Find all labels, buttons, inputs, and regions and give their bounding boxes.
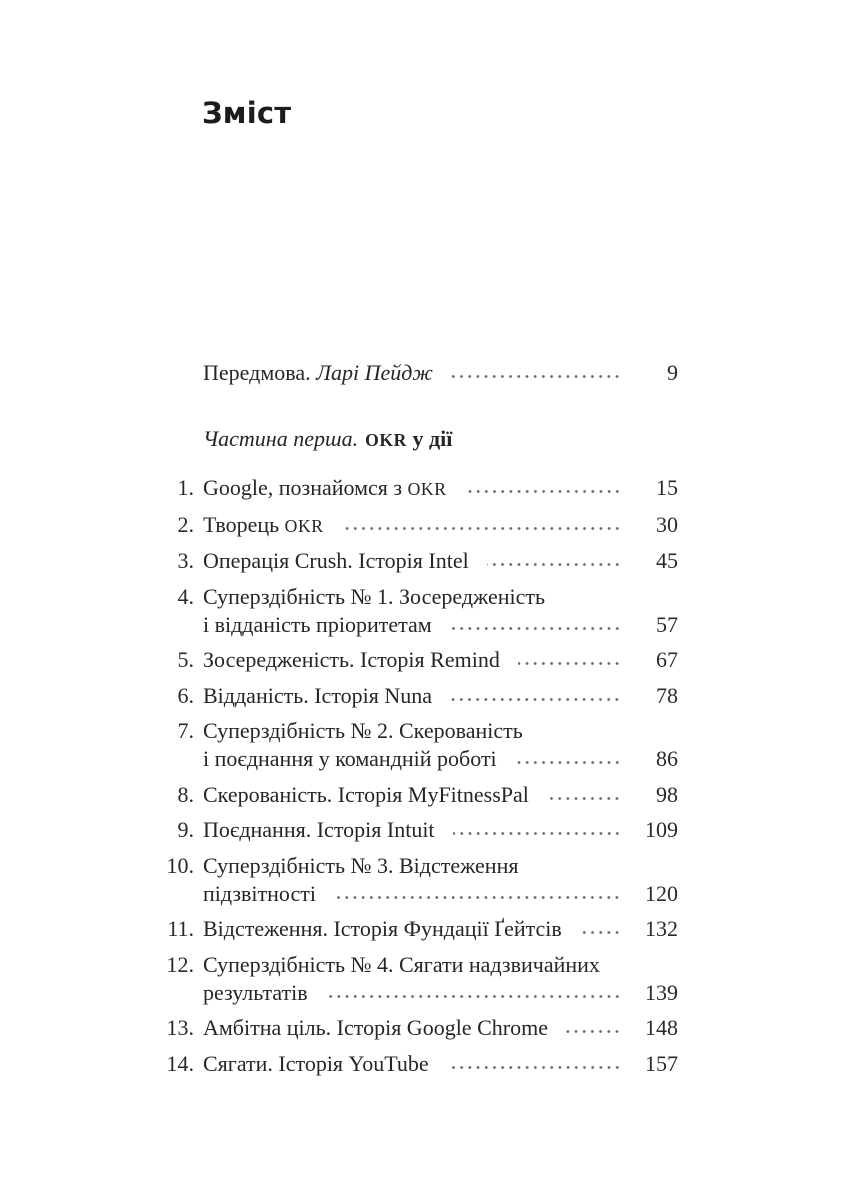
- page-number: 132: [645, 916, 678, 941]
- dotted-leader: [451, 359, 622, 387]
- toc-entry: [177, 474, 678, 503]
- toc-entry-title: результатів: [203, 979, 308, 1005]
- toc-line: [203, 915, 678, 943]
- toc-entry-title: Поєднання. Історія Intuit: [203, 817, 435, 842]
- page-number: 109: [645, 817, 678, 842]
- toc-line: [203, 951, 678, 979]
- toc-line: [203, 880, 678, 908]
- preface-author: Ларі Пейдж: [316, 360, 433, 385]
- toc-line: [203, 781, 678, 809]
- toc-entry: [166, 1014, 678, 1042]
- toc-entry-title: Зосередженість. Історія Remind: [203, 647, 500, 672]
- toc-entry-title: Амбітна ціль. Історія Google Chrome: [203, 1015, 548, 1040]
- toc-entry: [166, 951, 678, 1007]
- toc-entry-title: Творець OKR: [203, 511, 324, 537]
- toc-entry-title: Суперздібність № 2. Скерованість: [203, 718, 523, 743]
- dotted-leader: [547, 781, 622, 809]
- toc-entry: [177, 547, 678, 575]
- toc-line: [203, 852, 678, 880]
- toc-part-heading: [203, 425, 678, 454]
- toc-preface-row: [203, 359, 678, 387]
- toc-line: [203, 745, 678, 773]
- page-number: 78: [656, 682, 678, 708]
- toc-line: [203, 682, 678, 710]
- dotted-leader: [515, 745, 622, 773]
- toc-entries: [0, 474, 849, 1078]
- toc-entry-number: 7.: [177, 718, 194, 743]
- toc-entry-number: 11.: [167, 916, 194, 941]
- toc-entry: [166, 1050, 678, 1078]
- page-number: 120: [645, 880, 678, 906]
- toc-line: [203, 474, 678, 503]
- page-number: 30: [656, 511, 678, 537]
- toc-entry-number: 2.: [177, 511, 194, 537]
- dotted-leader: [450, 682, 622, 710]
- dotted-leader: [450, 611, 622, 639]
- page-number: 45: [656, 548, 678, 573]
- part-heading-bold: OKR у дії: [365, 426, 453, 451]
- toc-entry-number: 9.: [177, 817, 194, 842]
- toc-entry: [167, 915, 678, 943]
- toc-line: [203, 717, 678, 745]
- toc-line: [203, 511, 678, 540]
- page-number: 9: [667, 360, 678, 385]
- toc-entry-title: Google, познайомся з OKR: [203, 475, 447, 500]
- toc-entry-title: Сягати. Історія YouTube: [203, 1050, 429, 1076]
- dotted-leader: [518, 646, 622, 674]
- toc-entry-title: Відстеження. Історія Фундації Ґейтсів: [203, 916, 562, 941]
- toc-entry: [177, 781, 678, 809]
- dotted-leader: [453, 816, 622, 844]
- page-number: 157: [645, 1050, 678, 1076]
- toc-entry-title: Скерованість. Історія MyFitnessPal: [203, 781, 529, 807]
- toc-entry-title: Відданість. Історія Nuna: [203, 682, 433, 708]
- toc-entry: [166, 852, 678, 908]
- page-number: 139: [645, 979, 678, 1005]
- dotted-leader: [566, 1014, 622, 1042]
- dotted-leader: [342, 511, 622, 540]
- toc-entry-number: 14.: [166, 1050, 194, 1076]
- toc-line: [203, 816, 678, 844]
- toc-entry-number: 13.: [166, 1015, 194, 1040]
- page-number: 148: [645, 1015, 678, 1040]
- toc-entry-number: 5.: [177, 647, 194, 672]
- toc-line: [203, 547, 678, 575]
- toc-entry-title: Суперздібність № 3. Відстеження: [203, 852, 519, 878]
- page-number: 98: [656, 781, 678, 807]
- toc-entry: [177, 511, 678, 540]
- toc-line: [203, 979, 678, 1007]
- toc-entry: [177, 646, 678, 674]
- table-of-contents: [0, 359, 849, 1085]
- toc-entry-number: 8.: [177, 781, 194, 807]
- toc-entry: [177, 583, 678, 639]
- toc-entry-number: 4.: [177, 583, 194, 609]
- preface-text: [203, 359, 433, 387]
- page-title: Зміст: [202, 96, 292, 130]
- toc-entry-title: Суперздібність № 4. Сягати надзвичайних: [203, 951, 600, 977]
- toc-line: [203, 1050, 678, 1078]
- page-number: 57: [656, 611, 678, 637]
- okr-smallcaps: OKR: [365, 430, 407, 450]
- toc-entry: [177, 682, 678, 710]
- dotted-leader: [487, 547, 622, 575]
- preface-label: Передмова.: [203, 360, 311, 385]
- okr-smallcaps: OKR: [407, 479, 447, 499]
- toc-entry-title: підзвітності: [203, 880, 316, 906]
- page-number: 86: [656, 746, 678, 771]
- part-heading-italic: Частина перша.: [203, 426, 359, 451]
- toc-line: [203, 611, 678, 639]
- toc-entry-title: Операція Crush. Історія Intel: [203, 548, 469, 573]
- toc-entry-number: 12.: [166, 951, 194, 977]
- toc-entry-number: 6.: [177, 682, 194, 708]
- toc-entry: [177, 816, 678, 844]
- dotted-leader: [326, 979, 622, 1007]
- toc-line: [203, 646, 678, 674]
- toc-entry-number: 1.: [177, 475, 194, 500]
- dotted-leader: [447, 1050, 622, 1078]
- toc-line: [203, 359, 678, 387]
- dotted-leader: [465, 474, 622, 503]
- dotted-leader: [580, 915, 622, 943]
- page-number: 15: [656, 475, 678, 500]
- okr-smallcaps: OKR: [284, 515, 324, 536]
- toc-entry-title: і поєднання у командній роботі: [203, 746, 497, 771]
- toc-entry: [177, 717, 678, 773]
- page-number: 67: [656, 647, 678, 672]
- toc-line: [203, 1014, 678, 1042]
- toc-entry-title: і відданість пріоритетам: [203, 611, 432, 637]
- toc-entry-number: 10.: [166, 852, 194, 878]
- toc-entry-number: 3.: [177, 548, 194, 573]
- dotted-leader: [334, 880, 622, 908]
- toc-line: [203, 583, 678, 611]
- toc-entry-title: Суперздібність № 1. Зосередженість: [203, 583, 546, 609]
